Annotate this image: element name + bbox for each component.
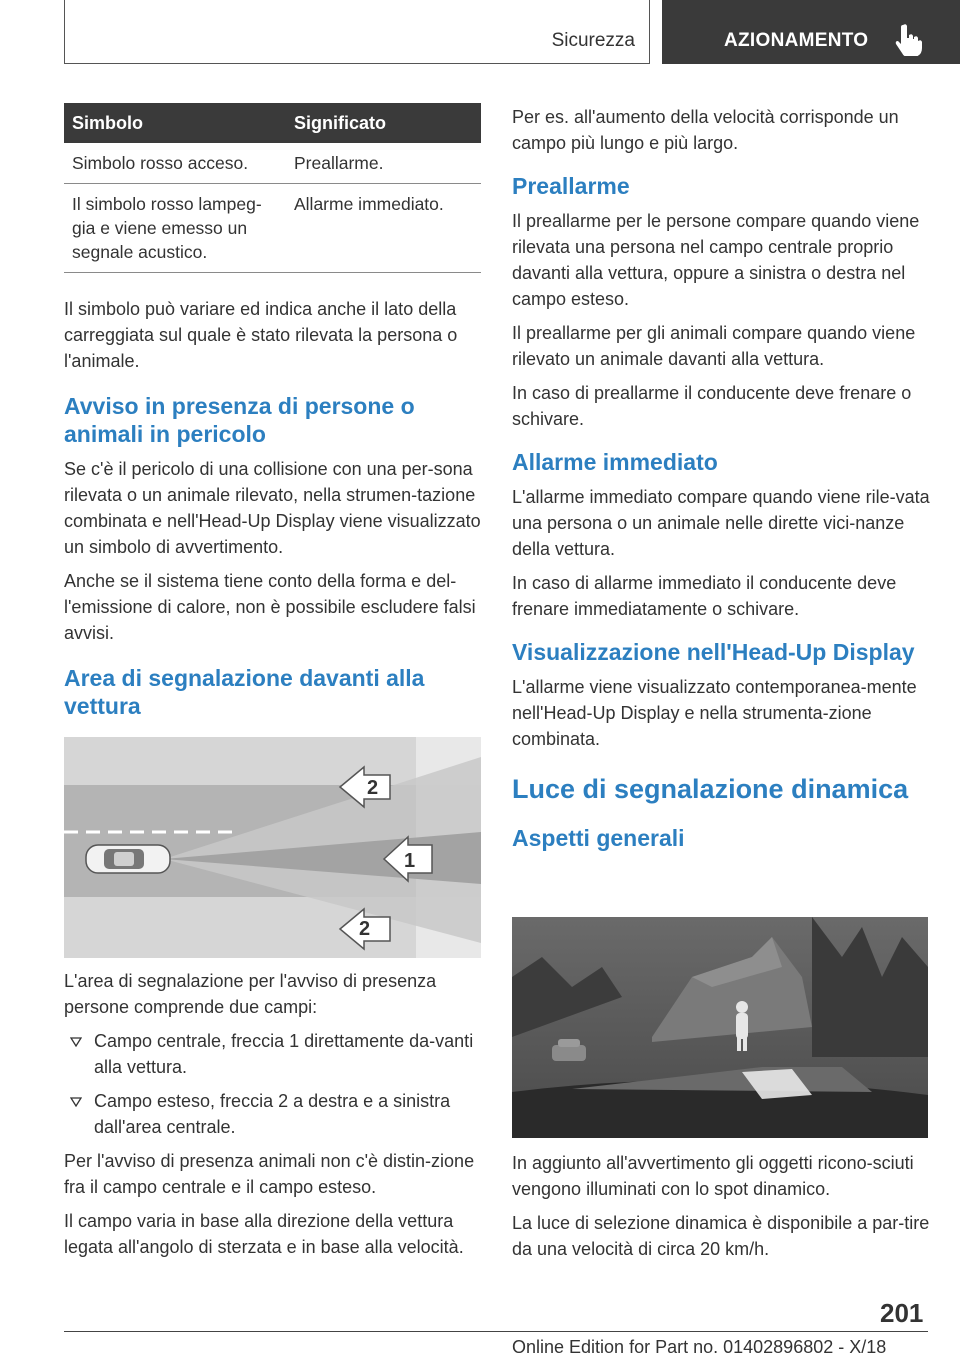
footer-edition: Online Edition for Part no. 01402896802 - X/18 <box>512 1337 887 1357</box>
table-header-cell: Significato <box>286 103 481 143</box>
heading-preallarme: Preallarme <box>512 173 630 199</box>
paragraph: In aggiunto all'avvertimento gli oggetti ricono-sciuti vengono illuminati con lo spot dinamico. <box>512 1153 914 1199</box>
car-icon <box>86 845 170 873</box>
warning-area-diagram <box>64 737 481 958</box>
paragraph: L'allarme viene visualizzato contemporanea-mente nell'Head-Up Display e nella strumenta-zione combinata. <box>512 677 917 749</box>
right-column-bottom <box>512 1150 930 1270</box>
paragraph: L'allarme immediato compare quando viene rile-vata una persona o un animale nelle dirette vici-nanze della vettura. <box>512 487 930 559</box>
paragraph: Per l'avviso di presenza animali non c'è distin-zione fra il campo centrale e il campo esteso. <box>64 1151 475 1197</box>
list-item-text: Campo centrale, freccia 1 direttamente da-vanti alla vettura. <box>94 1031 474 1077</box>
paragraph: In caso di preallarme il conducente deve frenare o schivare. <box>512 383 912 429</box>
bullet-triangle-icon <box>70 1037 82 1047</box>
right-column <box>512 104 930 860</box>
symbol-table <box>64 103 481 273</box>
paragraph: L'area di segnalazione per l'avviso di presenza persone comprende due campi: <box>64 971 437 1017</box>
paragraph: Il simbolo può variare ed indica anche il lato della carreggiata sul quale è stato rilevata la persona o l'animale. <box>64 299 458 371</box>
bullet-triangle-icon <box>70 1097 82 1107</box>
footer-divider <box>64 1331 928 1332</box>
heading-luce: Luce di segnalazione dinamica <box>512 774 909 804</box>
table-cell: Preallarme. <box>286 143 481 184</box>
paragraph: Se c'è il pericolo di una collisione con una per-sona rilevata o un animale rilevato, nella strumen-tazione combinata e nell'Head-Up Display viene visualizzato un simbolo di avvertimento. <box>64 459 481 557</box>
heading-allarme: Allarme immediato <box>512 449 718 475</box>
arrow-label: 1 <box>404 850 416 872</box>
table-row <box>64 184 481 273</box>
list-item <box>64 1028 482 1080</box>
heading-avviso: Avviso in presenza di persone o animali in pericolo <box>64 393 415 447</box>
dynamic-light-illustration <box>512 917 928 1138</box>
table-cell: Allarme immediato. <box>286 184 481 273</box>
paragraph: In caso di allarme immediato il conducente deve frenare immediatamente o schivare. <box>512 573 897 619</box>
paragraph: La luce di selezione dinamica è disponibile a par-tire da una velocità di circa 20 km/h. <box>512 1213 930 1259</box>
warning-area-svg <box>64 737 481 958</box>
page-number: 201 <box>880 1298 924 1328</box>
paragraph: Il preallarme per le persone compare quando viene rilevata una persona nel campo centrale proprio davanti alla vettura, oppure a sinistra o destra nel campo esteso. <box>512 211 920 309</box>
paragraph: Il campo varia in base alla direzione della vettura legata all'angolo di sterzata e in base alla velocità. <box>64 1211 464 1257</box>
arrow-label: 2 <box>359 918 371 940</box>
hand-pointer-icon <box>894 22 924 56</box>
heading-aspetti: Aspetti generali <box>512 825 685 851</box>
heading-hud: Visualizzazione nell'Head-Up Display <box>512 639 915 665</box>
left-column-bottom <box>64 968 482 1268</box>
paragraph: Per es. all'aumento della velocità corrisponde un campo più lungo e più largo. <box>512 107 899 153</box>
table-header-cell: Simbolo <box>64 103 286 143</box>
left-column-top <box>64 296 482 728</box>
table-cell: Il simbolo rosso lampeg- gia e viene emesso un segnale acustico. <box>64 184 286 273</box>
table-header-row <box>64 103 481 143</box>
paragraph: Il preallarme per gli animali compare quando viene rilevato un animale davanti alla vettura. <box>512 323 916 369</box>
table-row <box>64 143 481 184</box>
chapter-title: AZIONAMENTO <box>724 30 869 51</box>
paragraph: Anche se il sistema tiene conto della forma e del-l'emissione di calore, non è possibile escludere falsi avvisi. <box>64 571 476 643</box>
heading-area: Area di segnalazione davanti alla vettura <box>64 665 425 719</box>
section-title: Sicurezza <box>551 30 635 51</box>
chapter-tab[interactable] <box>662 0 960 64</box>
list-item <box>64 1088 482 1140</box>
night-scene-svg <box>512 917 928 1138</box>
table-cell: Simbolo rosso acceso. <box>64 143 286 184</box>
list-item-text: Campo esteso, freccia 2 a destra e a sinistra dall'area centrale. <box>94 1091 451 1137</box>
arrow-label: 2 <box>367 777 379 799</box>
header-section-box <box>64 0 650 64</box>
